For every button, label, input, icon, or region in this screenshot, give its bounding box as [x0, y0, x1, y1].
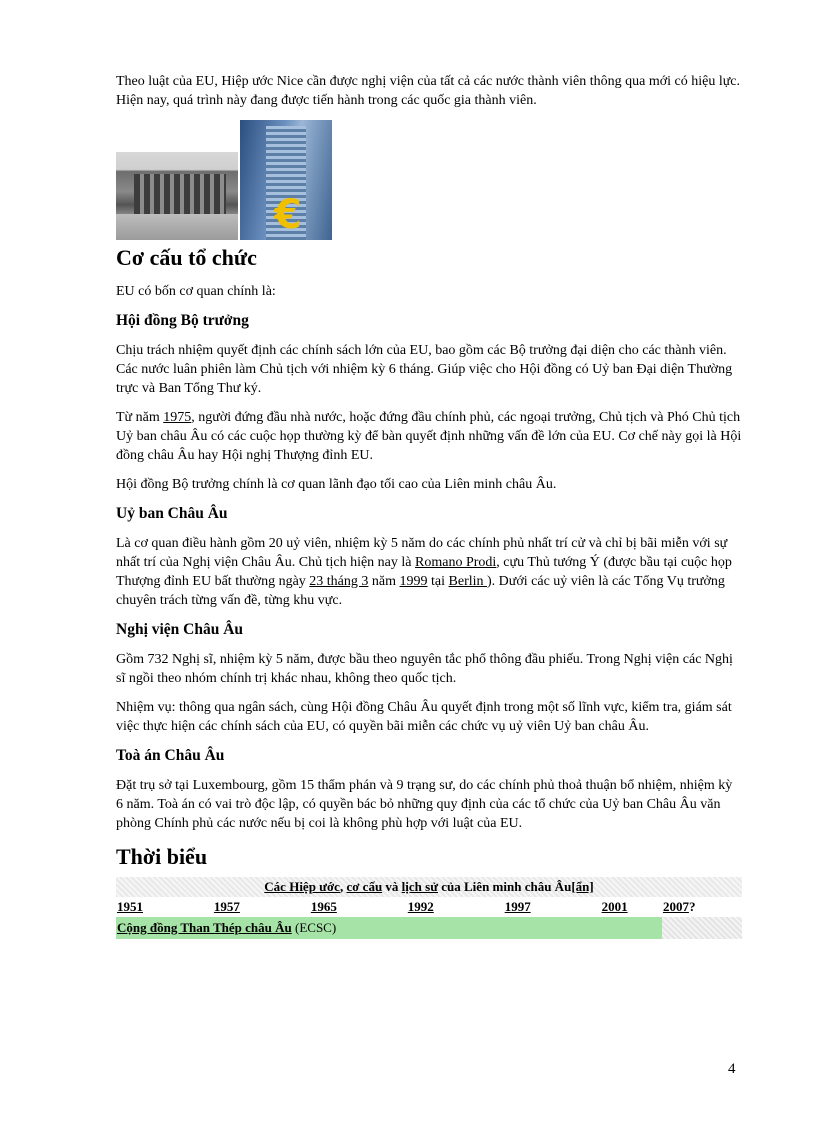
link-treaties[interactable]: Các Hiệp ước	[264, 879, 340, 894]
section-title-timeline: Thời biểu	[116, 844, 208, 869]
parliament-paragraph-2: Nhiệm vụ: thông qua ngân sách, cùng Hội đồng Châu Âu quyết định trong một số lĩnh vực, kiểm tra, giám sát việc thực hiện các chính sách của EU, có quyền bãi miễn các chức vụ uỷ viên Uỷ ban châu Âu.	[116, 700, 732, 734]
link-1975[interactable]: 1975	[163, 410, 192, 425]
year-empty-cell	[738, 897, 742, 917]
year-1965[interactable]: 1965	[310, 899, 337, 914]
year-1957[interactable]: 1957	[213, 899, 240, 914]
header-sep-1: ,	[339, 879, 347, 894]
timeline-years-row	[116, 897, 742, 917]
link-berlin[interactable]: Berlin	[448, 574, 488, 589]
link-romano-prodi[interactable]: Romano Prodi	[415, 555, 497, 570]
commission-text-3: năm	[368, 574, 400, 589]
council-p2-after: , người đứng đầu nhà nước, hoặc đứng đầu chính phủ, các ngoại trưởng, Chủ tịch và Phó Chủ tịch Uỷ ban châu Âu có các cuộc họp thường kỳ để bàn quyết định những vấn đề lớn của EU. Cơ chế này gọi là Hội đồng châu Âu hay Hội nghị Thượng đỉnh EU.	[116, 410, 742, 463]
council-paragraph-1: Chịu trách nhiệm quyết định các chính sách lớn của EU, bao gồm các Bộ trưởng đại diện cho các thành viên. Các nước luân phiên làm Chủ tịch với nhiệm kỳ 6 tháng. Giúp việc cho Hội đồng có Uỷ ban Đại diện Thường trực và Ban Tổng Thư ký.	[116, 343, 733, 396]
euro-sign-icon: €	[274, 192, 302, 238]
year-1997[interactable]: 1997	[504, 899, 531, 914]
timeline-table	[116, 877, 742, 939]
page-number: 4	[728, 1061, 736, 1077]
ecsc-fill-cell	[601, 917, 662, 939]
section-title-organization: Cơ cấu tổ chức	[116, 245, 257, 270]
organization-lead: EU có bốn cơ quan chính là:	[116, 284, 276, 299]
council-p2-before: Từ năm	[116, 410, 164, 425]
building-plaza	[116, 214, 238, 240]
timeline-header-row	[116, 877, 742, 897]
link-23-march[interactable]: 23 tháng 3	[309, 574, 369, 589]
link-structure[interactable]: cơ cấu	[346, 879, 383, 894]
council-heading: Hội đồng Bộ trưởng	[116, 312, 249, 329]
parliament-paragraph-1: Gồm 732 Nghị sĩ, nhiệm kỳ 5 năm, được bầu theo nguyên tắc phổ thông đầu phiếu. Trong Nghị viện các Nghị sĩ ngồi theo nhóm chính trị khác nhau, không theo quốc tịch.	[116, 652, 733, 686]
year-2007-cell	[662, 897, 738, 917]
ecsc-cell	[116, 917, 601, 939]
link-history[interactable]: lịch sử	[401, 879, 439, 894]
commission-text-4: tại	[427, 574, 449, 589]
building-facade	[134, 174, 226, 214]
year-1992[interactable]: 1992	[407, 899, 434, 914]
header-sep-3: của Liên minh châu Âu	[438, 879, 572, 894]
link-ecsc[interactable]: Cộng đồng Than Thép châu Âu	[117, 920, 292, 935]
year-1951[interactable]: 1951	[117, 899, 143, 914]
euro-tower-photo	[240, 120, 332, 240]
page-content	[116, 72, 742, 939]
photo-row	[116, 118, 742, 240]
timeline-ecsc-row	[116, 917, 742, 939]
commission-text-2: , cựu Thủ tướng Ý (được bầu tại cuộc họp Thượng đỉnh EU bất thường ngày	[116, 555, 732, 589]
year-2007-suffix: ?	[688, 899, 696, 914]
ecsc-abbr: (ECSC)	[291, 920, 337, 935]
council-paragraph-3: Hội đồng Bộ trưởng chính là cơ quan lãnh đạo tối cao của Liên minh châu Âu.	[116, 477, 557, 492]
commission-paragraph	[116, 534, 742, 610]
timeline-header	[116, 877, 742, 897]
council-paragraph-2	[116, 408, 742, 465]
link-1999[interactable]: 1999	[399, 574, 428, 589]
commission-text-1: Là cơ quan điều hành gồm 20 uỷ viên, nhiệm kỳ 5 năm do các chính phủ nhất trí cử và chỉ bị bãi miễn với sự nhất trí của Nghị viện Châu Âu. Chủ tịch hiện nay là	[116, 536, 728, 570]
year-2001[interactable]: 2001	[601, 899, 628, 914]
building-photo	[116, 152, 238, 240]
year-2007[interactable]: 2007	[662, 899, 689, 914]
intro-paragraph: Theo luật của EU, Hiệp ước Nice cần được nghị viện của tất cả các nước thành viên thông qua mới có hiệu lực. Hiện nay, quá trình này đang được tiến hành trong các quốc gia thành viên.	[116, 74, 741, 108]
timeline-hatch-cell	[662, 917, 742, 939]
court-paragraph: Đặt trụ sở tại Luxembourg, gồm 15 thẩm phán và 9 trạng sư, do các chính phủ thoả thuận bổ nhiệm, nhiệm kỳ 6 năm. Toà án có vai trò độc lập, có quyền bác bỏ những quy định của các tổ chức của Uỷ ban Châu Âu văn phòng Chính phủ các nước nếu bị coi là không phù hợp với luật của EU.	[116, 778, 733, 831]
commission-text-5: ). Dưới các uỷ viên là các Tổng Vụ trưởng chuyên trách từng vấn đề, từng khu vực.	[116, 574, 725, 608]
header-sep-2: và	[382, 879, 402, 894]
commission-heading: Uỷ ban Châu Âu	[116, 505, 228, 522]
parliament-heading: Nghị viện Châu Âu	[116, 621, 244, 638]
hide-toggle-link[interactable]: [ẩn]	[571, 879, 594, 894]
court-heading: Toà án Châu Âu	[116, 747, 225, 764]
